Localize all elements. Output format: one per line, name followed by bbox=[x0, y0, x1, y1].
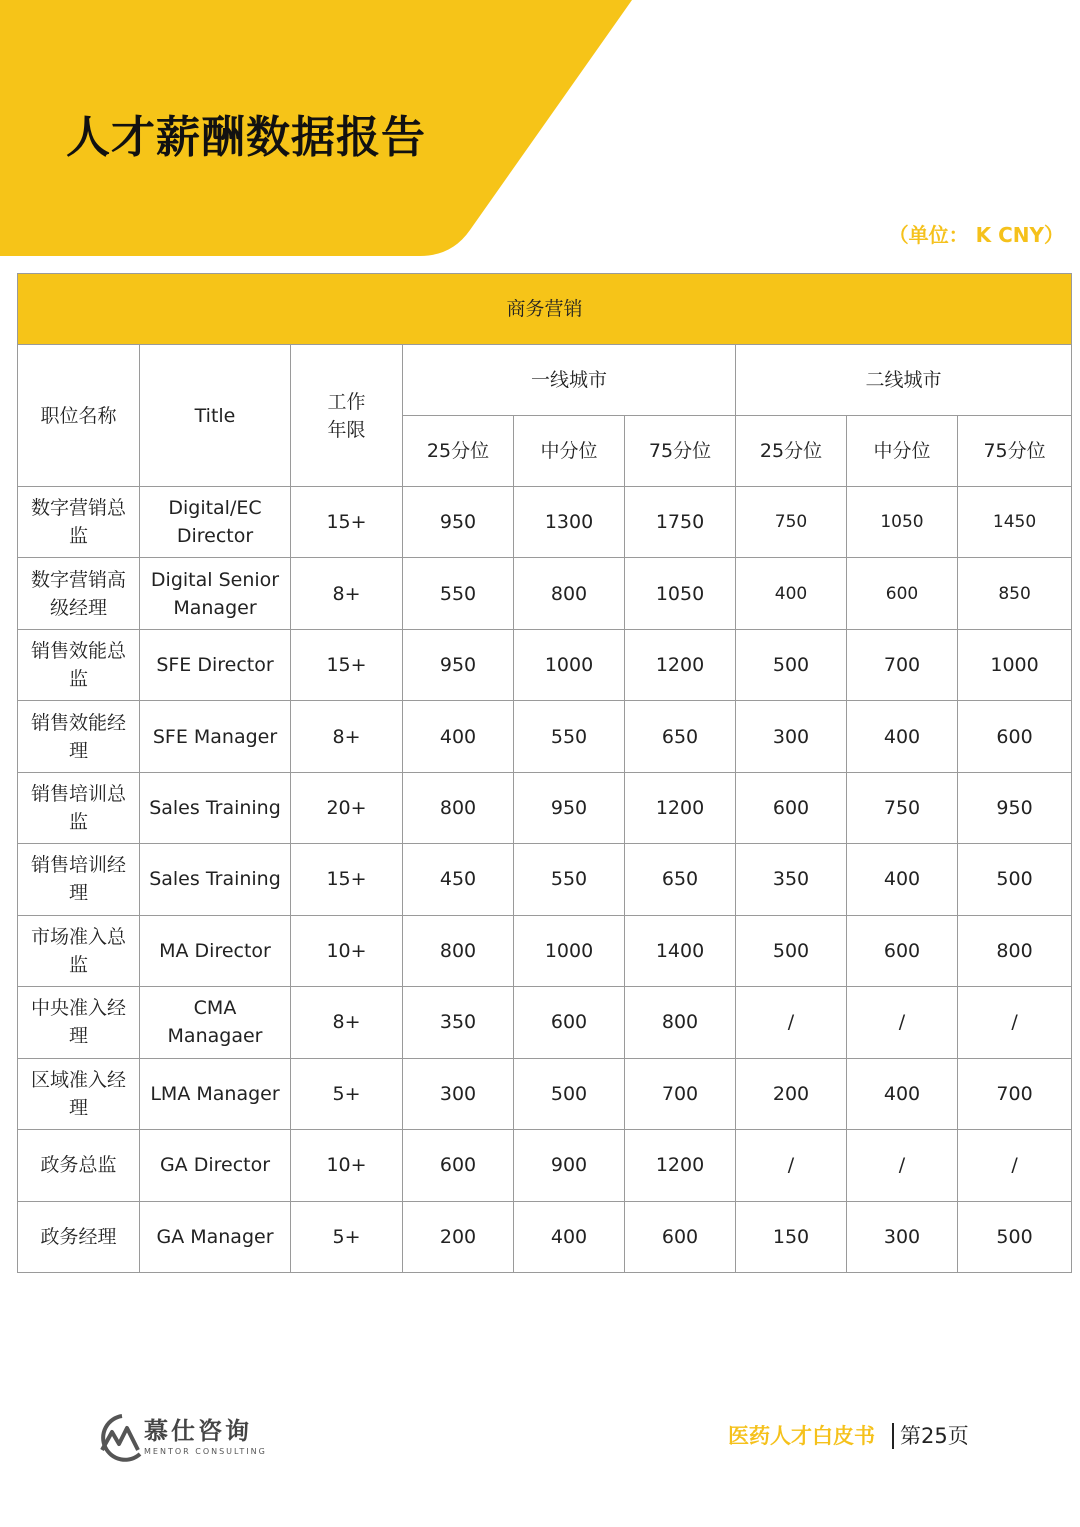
tier1-median-cell: 1000 bbox=[514, 629, 625, 700]
tier1-median-cell: 500 bbox=[514, 1058, 625, 1129]
tier1-p75-cell: 600 bbox=[625, 1201, 736, 1272]
tier2-p25-cell: 400 bbox=[736, 558, 847, 629]
position-cn-cell: 区域准入经理 bbox=[18, 1058, 140, 1129]
tier2-p25-cell: 150 bbox=[736, 1201, 847, 1272]
tier1-p75-cell: 1200 bbox=[625, 772, 736, 843]
years-cell: 10+ bbox=[291, 1130, 403, 1201]
title-en-cell: Digital/EC Director bbox=[140, 487, 291, 558]
page-title: 人才薪酬数据报告 bbox=[66, 112, 426, 163]
header-tier1-p75: 75分位 bbox=[625, 416, 736, 487]
footer-book-title: 医药人才白皮书 bbox=[728, 1424, 875, 1448]
header-tier2-city: 二线城市 bbox=[736, 345, 1072, 416]
position-cn-cell: 政务经理 bbox=[18, 1201, 140, 1272]
tier1-p25-cell: 200 bbox=[403, 1201, 514, 1272]
header-tier2-median: 中分位 bbox=[847, 416, 958, 487]
position-cn-cell: 销售培训总监 bbox=[18, 772, 140, 843]
header-tier2-p75: 75分位 bbox=[958, 416, 1072, 487]
tier2-p25-cell: 350 bbox=[736, 844, 847, 915]
tier2-p25-cell: 500 bbox=[736, 629, 847, 700]
tier2-median-cell: 600 bbox=[847, 915, 958, 986]
header-tier2-p25: 25分位 bbox=[736, 416, 847, 487]
tier1-p25-cell: 950 bbox=[403, 487, 514, 558]
tier1-p75-cell: 1400 bbox=[625, 915, 736, 986]
title-en-cell: Sales Training bbox=[140, 844, 291, 915]
years-cell: 5+ bbox=[291, 1058, 403, 1129]
tier1-p25-cell: 600 bbox=[403, 1130, 514, 1201]
tier1-median-cell: 1300 bbox=[514, 487, 625, 558]
title-en-cell: SFE Director bbox=[140, 629, 291, 700]
tier2-median-cell: 400 bbox=[847, 844, 958, 915]
tier1-p75-cell: 700 bbox=[625, 1058, 736, 1129]
position-cn-cell: 数字营销高级经理 bbox=[18, 558, 140, 629]
header-tier1-p25: 25分位 bbox=[403, 416, 514, 487]
logo-name: 慕仕咨询 bbox=[144, 1417, 252, 1445]
title-en-cell: Sales Training bbox=[140, 772, 291, 843]
tier2-median-cell: 400 bbox=[847, 1058, 958, 1129]
tier2-median-cell: 700 bbox=[847, 629, 958, 700]
tier2-p25-cell: 600 bbox=[736, 772, 847, 843]
tier1-p75-cell: 800 bbox=[625, 987, 736, 1058]
title-en-cell: SFE Manager bbox=[140, 701, 291, 772]
title-en-cell: GA Manager bbox=[140, 1201, 291, 1272]
tier2-p75-cell: 600 bbox=[958, 701, 1072, 772]
tier2-median-cell: / bbox=[847, 987, 958, 1058]
position-cn-cell: 市场准入总监 bbox=[18, 915, 140, 986]
tier1-p75-cell: 1200 bbox=[625, 629, 736, 700]
header-years: 工作 年限 bbox=[291, 345, 403, 487]
position-cn-cell: 销售培训经理 bbox=[18, 844, 140, 915]
unit-note: （单位： K CNY） bbox=[888, 223, 1064, 247]
tier1-median-cell: 550 bbox=[514, 844, 625, 915]
table-row bbox=[18, 1058, 1072, 1129]
tier1-p75-cell: 650 bbox=[625, 701, 736, 772]
years-cell: 8+ bbox=[291, 701, 403, 772]
header-tier1-city: 一线城市 bbox=[403, 345, 736, 416]
tier1-median-cell: 1000 bbox=[514, 915, 625, 986]
tier1-p25-cell: 950 bbox=[403, 629, 514, 700]
tier2-median-cell: 1050 bbox=[847, 487, 958, 558]
table-row bbox=[18, 629, 1072, 700]
header-title-en: Title bbox=[140, 345, 291, 487]
tier1-median-cell: 950 bbox=[514, 772, 625, 843]
table-row bbox=[18, 558, 1072, 629]
tier2-p25-cell: 300 bbox=[736, 701, 847, 772]
tier1-p25-cell: 800 bbox=[403, 772, 514, 843]
tier2-p75-cell: 500 bbox=[958, 1201, 1072, 1272]
title-en-cell: MA Director bbox=[140, 915, 291, 986]
years-cell: 10+ bbox=[291, 915, 403, 986]
tier1-p25-cell: 550 bbox=[403, 558, 514, 629]
tier1-p75-cell: 650 bbox=[625, 844, 736, 915]
tier2-median-cell: 750 bbox=[847, 772, 958, 843]
tier2-p25-cell: 200 bbox=[736, 1058, 847, 1129]
tier1-p25-cell: 450 bbox=[403, 844, 514, 915]
tier2-p25-cell: 500 bbox=[736, 915, 847, 986]
tier2-p75-cell: / bbox=[958, 1130, 1072, 1201]
section-title: 商务营销 bbox=[18, 274, 1072, 345]
logo-subtitle: MENTOR CONSULTING bbox=[144, 1447, 267, 1456]
years-cell: 15+ bbox=[291, 844, 403, 915]
tier1-p25-cell: 350 bbox=[403, 987, 514, 1058]
tier2-p75-cell: 1000 bbox=[958, 629, 1072, 700]
tier1-p75-cell: 1200 bbox=[625, 1130, 736, 1201]
salary-table bbox=[17, 273, 1072, 1273]
tier2-p25-cell: 750 bbox=[736, 487, 847, 558]
tier1-median-cell: 900 bbox=[514, 1130, 625, 1201]
tier2-p75-cell: 800 bbox=[958, 915, 1072, 986]
tier1-median-cell: 600 bbox=[514, 987, 625, 1058]
table-row bbox=[18, 487, 1072, 558]
tier1-median-cell: 800 bbox=[514, 558, 625, 629]
tier2-p25-cell: / bbox=[736, 1130, 847, 1201]
table-row bbox=[18, 987, 1072, 1058]
title-en-cell: Digital Senior Manager bbox=[140, 558, 291, 629]
title-en-cell: GA Director bbox=[140, 1130, 291, 1201]
position-cn-cell: 政务总监 bbox=[18, 1130, 140, 1201]
table-row bbox=[18, 1201, 1072, 1272]
header-tier1-median: 中分位 bbox=[514, 416, 625, 487]
table-row bbox=[18, 844, 1072, 915]
table-row bbox=[18, 772, 1072, 843]
title-en-cell: LMA Manager bbox=[140, 1058, 291, 1129]
table-row bbox=[18, 915, 1072, 986]
tier1-p75-cell: 1050 bbox=[625, 558, 736, 629]
table-body bbox=[18, 487, 1072, 1273]
years-cell: 15+ bbox=[291, 629, 403, 700]
tier2-p25-cell: / bbox=[736, 987, 847, 1058]
tier1-p75-cell: 1750 bbox=[625, 487, 736, 558]
tier2-p75-cell: 850 bbox=[958, 558, 1072, 629]
tier1-p25-cell: 300 bbox=[403, 1058, 514, 1129]
tier2-p75-cell: / bbox=[958, 987, 1072, 1058]
tier2-p75-cell: 700 bbox=[958, 1058, 1072, 1129]
tier2-median-cell: 600 bbox=[847, 558, 958, 629]
tier2-p75-cell: 950 bbox=[958, 772, 1072, 843]
years-cell: 5+ bbox=[291, 1201, 403, 1272]
years-cell: 15+ bbox=[291, 487, 403, 558]
page-number: 第25页 bbox=[892, 1423, 969, 1449]
tier1-p25-cell: 800 bbox=[403, 915, 514, 986]
title-en-cell: CMA Managaer bbox=[140, 987, 291, 1058]
position-cn-cell: 销售效能经理 bbox=[18, 701, 140, 772]
years-cell: 8+ bbox=[291, 558, 403, 629]
years-cell: 20+ bbox=[291, 772, 403, 843]
position-cn-cell: 销售效能总监 bbox=[18, 629, 140, 700]
tier2-median-cell: 300 bbox=[847, 1201, 958, 1272]
tier1-median-cell: 400 bbox=[514, 1201, 625, 1272]
position-cn-cell: 中央准入经理 bbox=[18, 987, 140, 1058]
table-row bbox=[18, 1130, 1072, 1201]
tier2-p75-cell: 1450 bbox=[958, 487, 1072, 558]
years-cell: 8+ bbox=[291, 987, 403, 1058]
header-position-cn: 职位名称 bbox=[18, 345, 140, 487]
tier1-p25-cell: 400 bbox=[403, 701, 514, 772]
tier2-p75-cell: 500 bbox=[958, 844, 1072, 915]
tier2-median-cell: 400 bbox=[847, 701, 958, 772]
tier1-median-cell: 550 bbox=[514, 701, 625, 772]
table-row bbox=[18, 701, 1072, 772]
tier2-median-cell: / bbox=[847, 1130, 958, 1201]
position-cn-cell: 数字营销总监 bbox=[18, 487, 140, 558]
